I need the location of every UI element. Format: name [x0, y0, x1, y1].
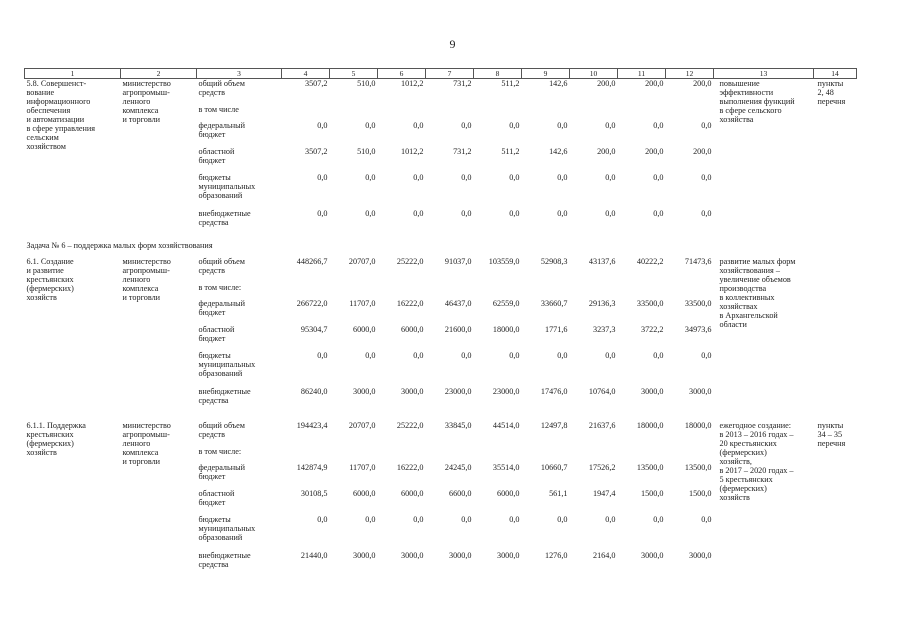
- value-cell: 40222,2: [636, 256, 664, 266]
- value-cell: 103559,0: [488, 256, 520, 266]
- value-cell: 21600,0: [444, 324, 472, 334]
- value-cell: 0,0: [557, 120, 568, 130]
- value-cell: [522, 283, 570, 299]
- value-cell: [378, 105, 426, 121]
- value-cell: 1947,4: [592, 488, 616, 498]
- value-cell: 0,0: [653, 208, 664, 218]
- value-cell: [282, 447, 330, 463]
- value-cell: 0,0: [413, 514, 424, 524]
- expected-result: повышение эффективности выполнения функций в сфере сельского хозяйства: [719, 79, 795, 124]
- value-cell: 0,0: [653, 120, 664, 130]
- value-cell: 23000,0: [492, 386, 520, 396]
- value-cell: 142874,9: [296, 462, 328, 472]
- value-cell: 200,0: [597, 79, 616, 88]
- value-cell: 3000,0: [352, 386, 376, 396]
- value-cell: 200,0: [645, 146, 664, 156]
- value-cell: 71473,6: [684, 256, 712, 266]
- value-cell: 0,0: [509, 172, 520, 182]
- value-cell: 6000,0: [400, 488, 424, 498]
- value-cell: 18000,0: [684, 420, 712, 430]
- value-cell: 16222,0: [396, 462, 424, 472]
- value-cell: 0,0: [413, 350, 424, 360]
- value-cell: 0,0: [461, 120, 472, 130]
- value-cell: 18000,0: [636, 420, 664, 430]
- column-number-row: [25, 69, 857, 79]
- value-cell: 44514,0: [492, 420, 520, 430]
- funding-source: в том числе:: [198, 282, 242, 292]
- value-cell: 33500,0: [684, 298, 712, 308]
- value-cell: 3237,3: [592, 324, 616, 334]
- funding-source: областной бюджет: [198, 488, 235, 507]
- value-cell: 0,0: [701, 514, 712, 524]
- value-cell: 25222,0: [396, 420, 424, 430]
- value-cell: 0,0: [365, 514, 376, 524]
- value-cell: 448266,7: [296, 256, 328, 266]
- value-cell: 142,6: [549, 79, 568, 88]
- expected-result: развитие малых форм хозяйствования – увеличение объемов производства в коллективных хозяйствах в Архангельской области: [719, 256, 796, 329]
- value-cell: 29136,3: [588, 298, 616, 308]
- value-cell: 0,0: [653, 172, 664, 182]
- value-cell: 3000,0: [640, 386, 664, 396]
- value-cell: 0,0: [605, 208, 616, 218]
- value-cell: [426, 283, 474, 299]
- column-number-header: 11: [618, 69, 666, 79]
- value-cell: 200,0: [645, 79, 664, 88]
- funding-source: общий объем средств: [198, 420, 245, 439]
- value-cell: 33500,0: [636, 298, 664, 308]
- value-cell: 1012,2: [400, 146, 424, 156]
- funding-source: бюджеты муниципальных образований: [198, 350, 256, 378]
- value-cell: 21440,0: [300, 550, 328, 560]
- value-cell: 0,0: [605, 350, 616, 360]
- value-cell: 200,0: [597, 146, 616, 156]
- value-cell: 3000,0: [400, 550, 424, 560]
- value-cell: 35514,0: [492, 462, 520, 472]
- funding-source: в том числе: [198, 104, 239, 114]
- value-cell: 0,0: [413, 120, 424, 130]
- column-number-header: 1: [25, 69, 121, 79]
- value-cell: 3722,2: [640, 324, 664, 334]
- funding-source: общий объем средств: [198, 79, 245, 97]
- value-cell: [474, 105, 522, 121]
- expected-result: ежегодное создание: в 2013 – 2016 годах – 20 крестьянских (фермерских) хозяйств, в 2017 – 2020 годах – 5 крестьянских (фермерских) хозяйств: [719, 420, 794, 502]
- column-number-header: 9: [522, 69, 570, 79]
- value-cell: 13500,0: [684, 462, 712, 472]
- value-cell: 3000,0: [688, 386, 712, 396]
- value-cell: 0,0: [701, 208, 712, 218]
- value-cell: 0,0: [701, 120, 712, 130]
- value-cell: [666, 447, 714, 463]
- value-cell: [330, 447, 378, 463]
- value-cell: [570, 283, 618, 299]
- value-cell: [570, 447, 618, 463]
- value-cell: 1771,6: [544, 324, 568, 334]
- column-number-header: 5: [330, 69, 378, 79]
- value-cell: 1012,2: [400, 79, 424, 88]
- task-title: Задача № 6 – поддержка малых форм хозяйствования: [26, 240, 213, 250]
- value-cell: 6000,0: [496, 488, 520, 498]
- value-cell: 0,0: [317, 208, 328, 218]
- value-cell: 0,0: [509, 208, 520, 218]
- value-cell: [330, 283, 378, 299]
- value-cell: 510,0: [357, 146, 376, 156]
- value-cell: 30108,5: [300, 488, 328, 498]
- value-cell: 12497,8: [540, 420, 568, 430]
- value-cell: [570, 105, 618, 121]
- page-number: 9: [449, 37, 456, 51]
- column-number-header: 10: [570, 69, 618, 79]
- value-cell: 91037,0: [444, 256, 472, 266]
- value-cell: [378, 283, 426, 299]
- value-cell: 21637,6: [588, 420, 616, 430]
- value-cell: 0,0: [317, 350, 328, 360]
- value-cell: 3000,0: [400, 386, 424, 396]
- reference: пункты 34 – 35 перечня: [817, 420, 846, 448]
- value-cell: 0,0: [365, 208, 376, 218]
- measure-name: 6.1.1. Поддержка крестьянских (фермерских) хозяйств: [26, 420, 86, 457]
- value-cell: 3000,0: [640, 550, 664, 560]
- value-cell: 6000,0: [400, 324, 424, 334]
- funding-source: внебюджетные средства: [198, 550, 251, 569]
- value-cell: 510,0: [357, 79, 376, 88]
- value-cell: [426, 447, 474, 463]
- value-cell: 200,0: [693, 146, 712, 156]
- value-cell: 11707,0: [349, 462, 376, 472]
- value-cell: 20707,0: [348, 256, 376, 266]
- value-cell: [522, 105, 570, 121]
- value-cell: [618, 283, 666, 299]
- funding-source: внебюджетные средства: [198, 208, 251, 227]
- value-cell: 0,0: [557, 350, 568, 360]
- table-row: [25, 421, 857, 447]
- value-cell: [666, 283, 714, 299]
- value-cell: 2164,0: [592, 550, 616, 560]
- column-number-header: 13: [714, 69, 814, 79]
- value-cell: 17476,0: [540, 386, 568, 396]
- task-row: [25, 235, 857, 257]
- value-cell: [282, 105, 330, 121]
- funding-source: в том числе:: [198, 446, 242, 456]
- funding-source: общий объем средств: [198, 256, 245, 275]
- funding-source: федеральный бюджет: [198, 120, 246, 139]
- value-cell: 34973,6: [684, 324, 712, 334]
- value-cell: 13500,0: [636, 462, 664, 472]
- funding-source: внебюджетные средства: [198, 386, 251, 405]
- column-number-header: 14: [814, 69, 857, 79]
- spacer-row: [25, 413, 857, 421]
- value-cell: [426, 105, 474, 121]
- value-cell: 0,0: [365, 172, 376, 182]
- value-cell: 0,0: [461, 172, 472, 182]
- executor: министерство агропромыш- ленного комплекса и торговли: [122, 79, 171, 124]
- value-cell: 0,0: [701, 350, 712, 360]
- value-cell: 3000,0: [448, 550, 472, 560]
- column-number-header: 12: [666, 69, 714, 79]
- value-cell: 200,0: [693, 79, 712, 88]
- value-cell: [666, 105, 714, 121]
- value-cell: 23000,0: [444, 386, 472, 396]
- value-cell: 0,0: [509, 120, 520, 130]
- column-number-header: 4: [282, 69, 330, 79]
- value-cell: 20707,0: [348, 420, 376, 430]
- value-cell: 194423,4: [296, 420, 328, 430]
- value-cell: 10660,7: [540, 462, 568, 472]
- column-number-header: 3: [197, 69, 282, 79]
- value-cell: 52908,3: [540, 256, 568, 266]
- value-cell: 511,2: [501, 79, 520, 88]
- column-number-header: 8: [474, 69, 522, 79]
- program-table: [24, 68, 857, 577]
- value-cell: 11707,0: [349, 298, 376, 308]
- value-cell: 0,0: [557, 208, 568, 218]
- value-cell: 0,0: [653, 514, 664, 524]
- executor: министерство агропромыш- ленного комплекса и торговли: [122, 420, 171, 466]
- value-cell: 0,0: [557, 172, 568, 182]
- value-cell: 3507,2: [304, 79, 328, 88]
- value-cell: 24245,0: [444, 462, 472, 472]
- value-cell: 1276,0: [544, 550, 568, 560]
- funding-source: областной бюджет: [198, 146, 235, 165]
- value-cell: 33845,0: [444, 420, 472, 430]
- value-cell: 0,0: [509, 514, 520, 524]
- value-cell: [522, 447, 570, 463]
- value-cell: 33660,7: [540, 298, 568, 308]
- value-cell: 0,0: [557, 514, 568, 524]
- value-cell: 46437,0: [444, 298, 472, 308]
- value-cell: 16222,0: [396, 298, 424, 308]
- executor: министерство агропромыш- ленного комплекса и торговли: [122, 256, 171, 302]
- value-cell: 43137,6: [588, 256, 616, 266]
- funding-source: бюджеты муниципальных образований: [198, 172, 256, 200]
- value-cell: [282, 283, 330, 299]
- value-cell: 0,0: [461, 208, 472, 218]
- measure-name: 6.1. Создание и развитие крестьянских (фермерских) хозяйств: [26, 256, 74, 302]
- table-row: [25, 79, 857, 105]
- value-cell: 266722,0: [296, 298, 328, 308]
- value-cell: 6000,0: [352, 324, 376, 334]
- value-cell: 731,2: [453, 146, 472, 156]
- value-cell: 95304,7: [300, 324, 328, 334]
- spacer-cell: [25, 413, 857, 421]
- value-cell: 0,0: [413, 208, 424, 218]
- value-cell: [330, 105, 378, 121]
- funding-source: федеральный бюджет: [198, 462, 246, 481]
- value-cell: 0,0: [365, 350, 376, 360]
- value-cell: 18000,0: [492, 324, 520, 334]
- value-cell: 511,2: [501, 146, 520, 156]
- value-cell: [618, 105, 666, 121]
- value-cell: 25222,0: [396, 256, 424, 266]
- value-cell: 1500,0: [688, 488, 712, 498]
- value-cell: 0,0: [461, 514, 472, 524]
- value-cell: 0,0: [317, 514, 328, 524]
- funding-source: федеральный бюджет: [198, 298, 246, 317]
- funding-source: областной бюджет: [198, 324, 235, 343]
- value-cell: 86240,0: [300, 386, 328, 396]
- value-cell: 10764,0: [588, 386, 616, 396]
- value-cell: 0,0: [605, 120, 616, 130]
- value-cell: 1500,0: [640, 488, 664, 498]
- value-cell: [618, 447, 666, 463]
- value-cell: 6600,0: [448, 488, 472, 498]
- value-cell: 0,0: [413, 172, 424, 182]
- value-cell: 62559,0: [492, 298, 520, 308]
- value-cell: 0,0: [701, 172, 712, 182]
- value-cell: 0,0: [509, 350, 520, 360]
- value-cell: 0,0: [317, 172, 328, 182]
- value-cell: 3000,0: [496, 550, 520, 560]
- value-cell: 0,0: [317, 120, 328, 130]
- value-cell: 142,6: [549, 146, 568, 156]
- column-number-header: 7: [426, 69, 474, 79]
- measure-name: 5.8. Совершенст- вование информационного обеспечения и автоматизации в сфере управления сельским хозяйством: [26, 79, 96, 151]
- value-cell: 0,0: [653, 350, 664, 360]
- value-cell: 17526,2: [588, 462, 616, 472]
- reference: [814, 257, 857, 413]
- value-cell: [474, 447, 522, 463]
- column-number-header: 6: [378, 69, 426, 79]
- value-cell: 3000,0: [688, 550, 712, 560]
- value-cell: 731,2: [453, 79, 472, 88]
- value-cell: 3000,0: [352, 550, 376, 560]
- value-cell: 3507,2: [304, 146, 328, 156]
- value-cell: [474, 283, 522, 299]
- value-cell: 6000,0: [352, 488, 376, 498]
- reference: пункты 2, 48 перечня: [817, 79, 846, 106]
- value-cell: 0,0: [365, 120, 376, 130]
- value-cell: 561,1: [549, 488, 568, 498]
- table-row: [25, 257, 857, 283]
- value-cell: 0,0: [605, 172, 616, 182]
- value-cell: [378, 447, 426, 463]
- funding-source: бюджеты муниципальных образований: [198, 514, 256, 542]
- column-number-header: 2: [121, 69, 197, 79]
- value-cell: 0,0: [605, 514, 616, 524]
- value-cell: 0,0: [461, 350, 472, 360]
